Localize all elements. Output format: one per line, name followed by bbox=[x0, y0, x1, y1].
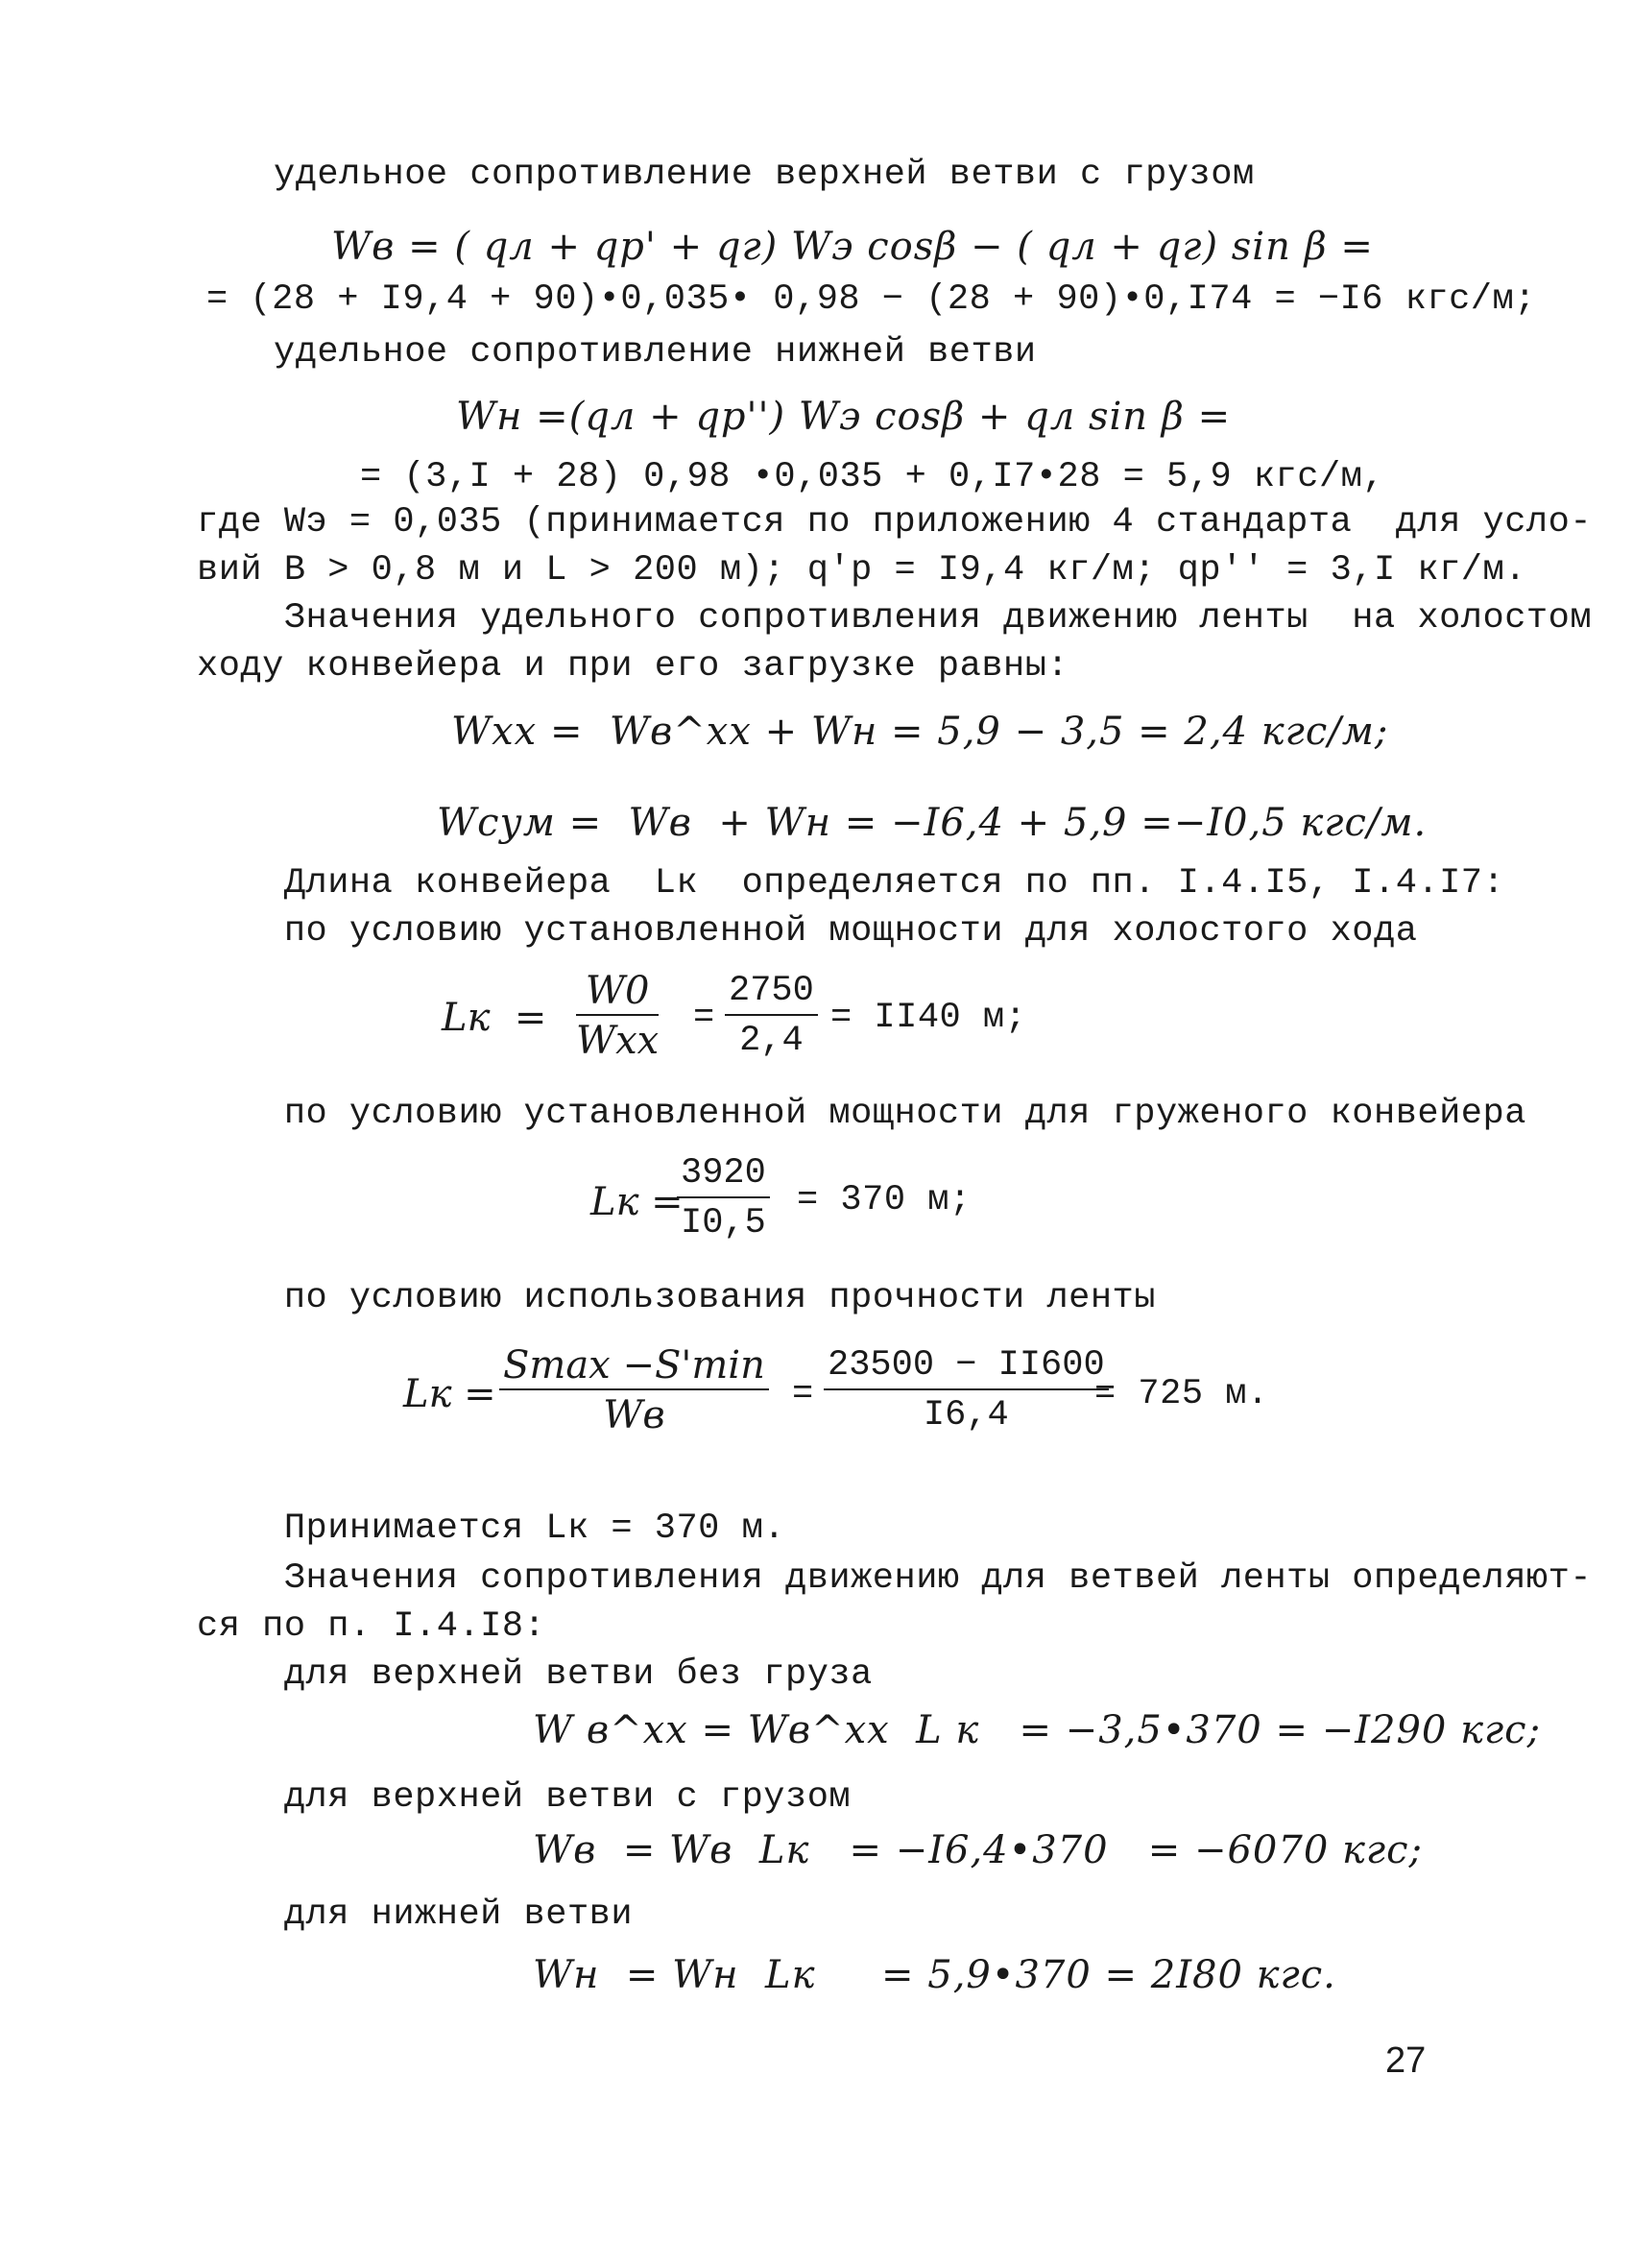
text-line: для верхней ветви без груза bbox=[197, 1654, 873, 1695]
fraction-numerator: W0 bbox=[576, 970, 659, 1016]
fraction-numerator: 23500 − II600 bbox=[824, 1344, 1109, 1390]
formula-lower-branch-resistance: Wн =(qл + qр'') Wэ cosβ + qл sin β = bbox=[456, 395, 1232, 439]
text-line: ходу конвейера и при его загрузке равны: bbox=[197, 646, 1069, 687]
formula-upper-empty: W в^xx = Wв^xx L к = −3,5•370 = −I290 кгс; bbox=[533, 1708, 1542, 1752]
text-line: по условию установленной мощности для холостого хода bbox=[197, 911, 1418, 952]
formula-lower-branch: Wн = Wн Lк = 5,9•370 = 2I80 кгс. bbox=[533, 1953, 1336, 1997]
formula-lhs: Lк = bbox=[442, 996, 547, 1040]
text-line: ся по п. I.4.I8: bbox=[197, 1606, 546, 1647]
fraction-denominator: I6,4 bbox=[923, 1395, 1009, 1436]
text-line: Принимается Lк = 370 м. bbox=[197, 1508, 785, 1549]
text-line: Значения удельного сопротивления движению ленты на холостом bbox=[197, 598, 1593, 639]
text-line: для верхней ветви с грузом bbox=[197, 1777, 852, 1818]
fraction bbox=[677, 1152, 770, 1244]
text-line: по условию использования прочности ленты bbox=[197, 1278, 1156, 1318]
formula-upper-loaded: Wв = Wв Lк = −I6,4•370 = −6070 кгс; bbox=[533, 1828, 1423, 1872]
text-line: Значения сопротивления движению для ветвей ленты определяют- bbox=[197, 1558, 1593, 1599]
fraction bbox=[725, 970, 818, 1062]
fraction-numerator: Smax −S'min bbox=[499, 1344, 769, 1390]
formula-idle-resistance: Wхх = Wв^xx + Wн = 5,9 − 3,5 = 2,4 кгс/м; bbox=[451, 710, 1389, 754]
fraction-denominator: Wв bbox=[603, 1393, 665, 1437]
text-line: удельное сопротивление нижней ветви bbox=[274, 332, 1037, 373]
formula-lhs: Lк = bbox=[590, 1180, 684, 1224]
text-line: удельное сопротивление верхней ветви с грузом bbox=[274, 155, 1255, 195]
fraction-numerator: 3920 bbox=[677, 1152, 770, 1198]
fraction-denominator: 2,4 bbox=[739, 1021, 804, 1061]
fraction bbox=[824, 1344, 1109, 1436]
formula-result: = II40 м; bbox=[830, 998, 1027, 1038]
text-line: вий B > 0,8 м и L > 200 м); q'р = I9,4 кг/м; qр'' = 3,I кг/м. bbox=[197, 550, 1526, 591]
fraction-denominator: I0,5 bbox=[681, 1203, 766, 1243]
formula-result: = 725 м. bbox=[1094, 1374, 1269, 1414]
formula-upper-branch-resistance: Wв = ( qл + qр' + qг) Wэ cosβ − ( qл + qг) sin β = bbox=[331, 225, 1374, 269]
text-line: Длина конвейера Lк определяется по пп. I.4.I5, I.4.I7: bbox=[197, 863, 1505, 904]
formula-equals: = bbox=[792, 1374, 814, 1414]
text-line: для нижней ветви bbox=[197, 1894, 634, 1935]
formula-line: = (28 + I9,4 + 90)•0,035• 0,98 − (28 + 90)•0,I74 = −I6 кгс/м; bbox=[206, 279, 1536, 320]
text-line: по условию установленной мощности для груженого конвейера bbox=[197, 1094, 1526, 1134]
page-number: 27 bbox=[1385, 2040, 1427, 2081]
formula-equals: = bbox=[693, 998, 715, 1038]
formula-lhs: Lк = bbox=[403, 1372, 496, 1416]
formula-result: = 370 м; bbox=[797, 1180, 972, 1220]
text-line: где Wэ = 0,035 (принимается по приложению 4 стандарта для усло- bbox=[197, 502, 1593, 543]
fraction-numerator: 2750 bbox=[725, 970, 818, 1016]
fraction bbox=[499, 1344, 769, 1436]
formula-total-resistance: Wсум = Wв + Wн = −I6,4 + 5,9 =−I0,5 кгс/м. bbox=[437, 801, 1428, 845]
fraction bbox=[576, 970, 659, 1062]
fraction-denominator: Wхх bbox=[576, 1019, 660, 1063]
formula-line: = (3,I + 28) 0,98 •0,035 + 0,I7•28 = 5,9 кгс/м, bbox=[360, 457, 1385, 497]
